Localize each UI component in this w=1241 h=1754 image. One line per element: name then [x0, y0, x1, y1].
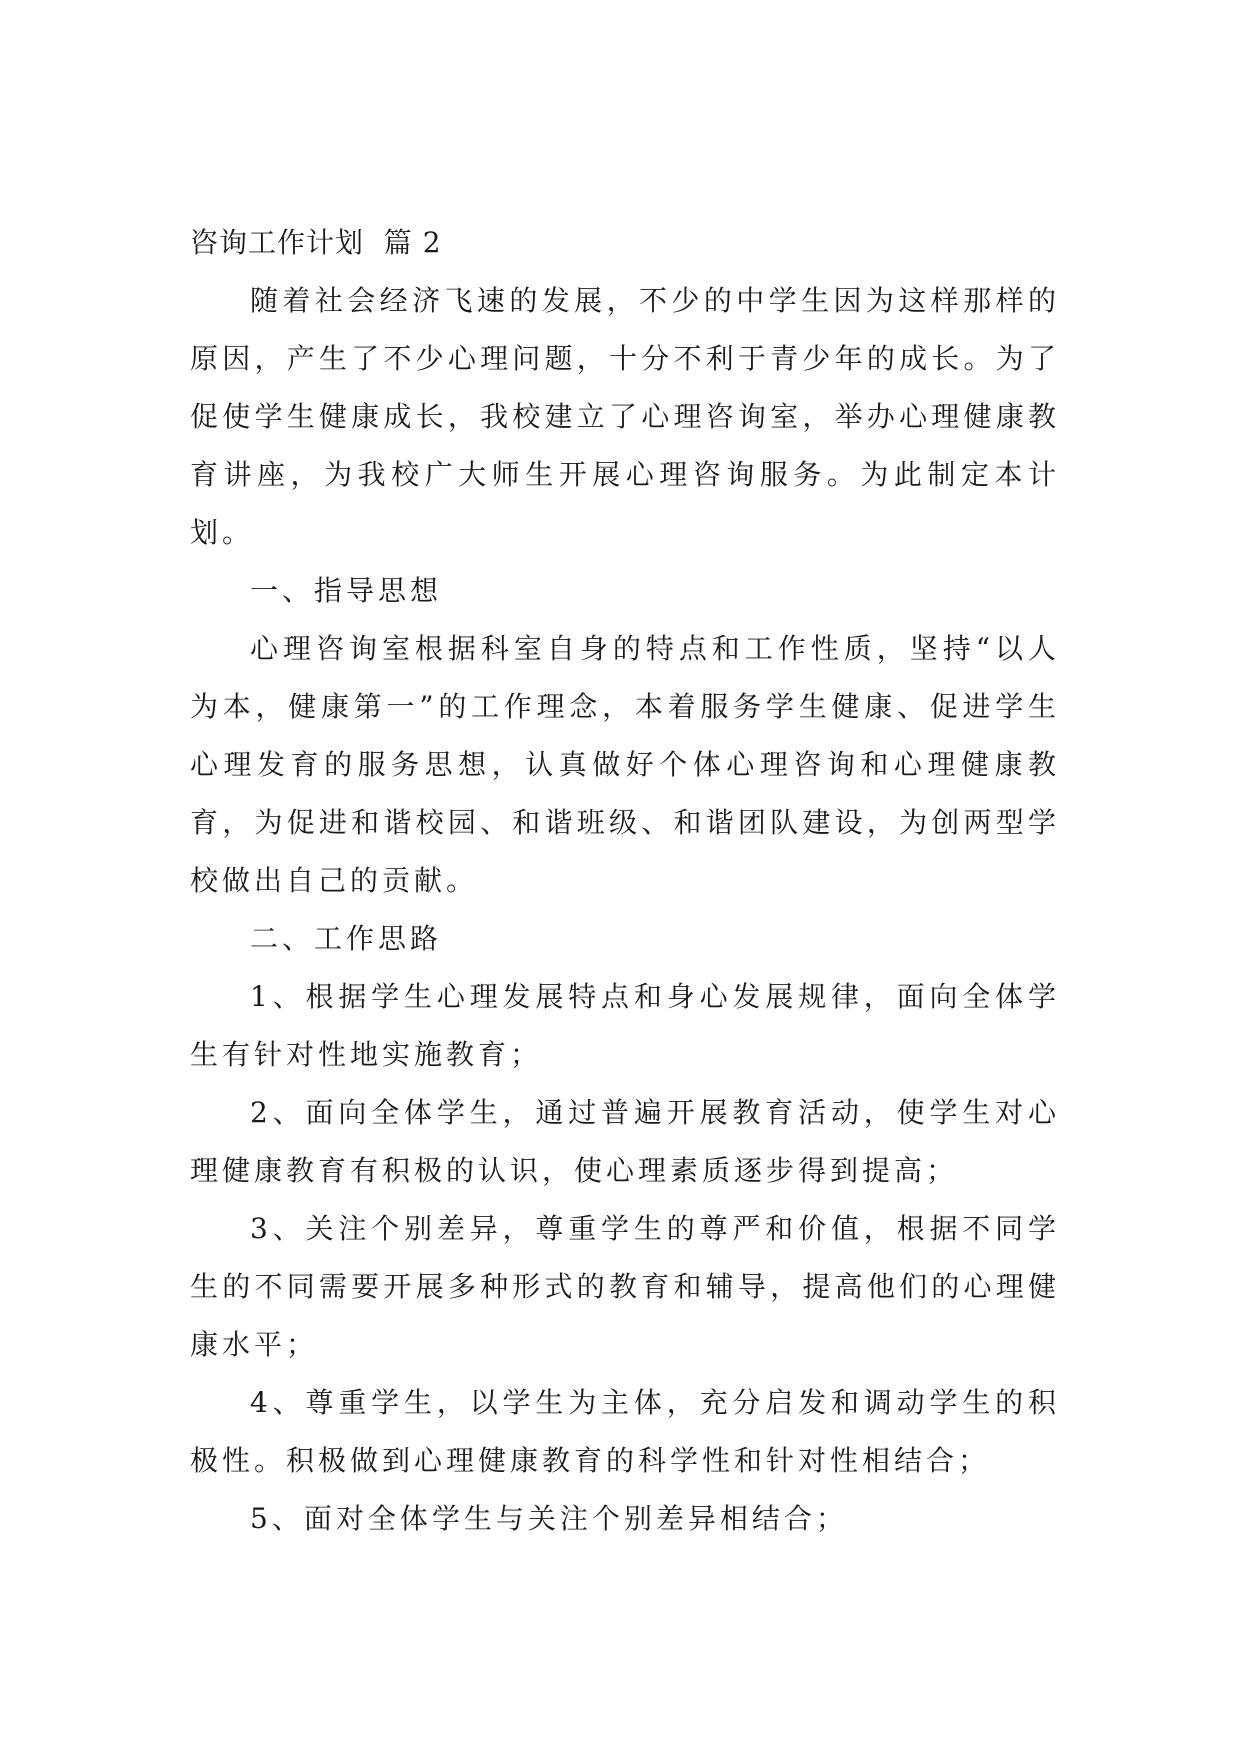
- paragraph-intro: 随着社会经济飞速的发展，不少的中学生因为这样那样的原因，产生了不少心理问题，十分不利于青少年的成长。为了促使学生健康成长，我校建立了心理咨询室，举办心理健康教育讲座，为我校广大师生开展心理咨询服务。为此制定本计划。: [190, 284, 1060, 549]
- list-item-1: 1、根据学生心理发展特点和身心发展规律，面向全体学生有针对性地实施教育；: [190, 980, 1060, 1071]
- list-item-3: 3、关注个别差异，尊重学生的尊严和价值，根据不同学生的不同需要开展多种形式的教育和辅导，提高他们的心理健康水平；: [190, 1212, 1060, 1361]
- document-title: 咨询工作计划 篇 2: [190, 226, 442, 259]
- section-heading-guiding-ideology: 一、指导思想: [250, 574, 443, 607]
- paragraph-guiding-ideology: 心理咨询室根据科室自身的特点和工作性质，坚持“以人为本，健康第一”的工作理念，本着服务学生健康、促进学生心理发育的服务思想，认真做好个体心理咨询和心理健康教育，为促进和谐校园、和谐班级、和谐团队建设，为创两型学校做出自己的贡献。: [190, 632, 1060, 897]
- section-heading-work-approach: 二、工作思路: [250, 922, 443, 955]
- document-body: [190, 214, 1060, 1548]
- list-item-4: 4、尊重学生，以学生为主体，充分启发和调动学生的积极性。积极做到心理健康教育的科学性和针对性相结合；: [190, 1386, 1060, 1477]
- list-item-5: 5、面对全体学生与关注个别差异相结合；: [250, 1502, 848, 1535]
- list-item-2: 2、面向全体学生，通过普遍开展教育活动，使学生对心理健康教育有积极的认识，使心理素质逐步得到提高；: [190, 1096, 1060, 1187]
